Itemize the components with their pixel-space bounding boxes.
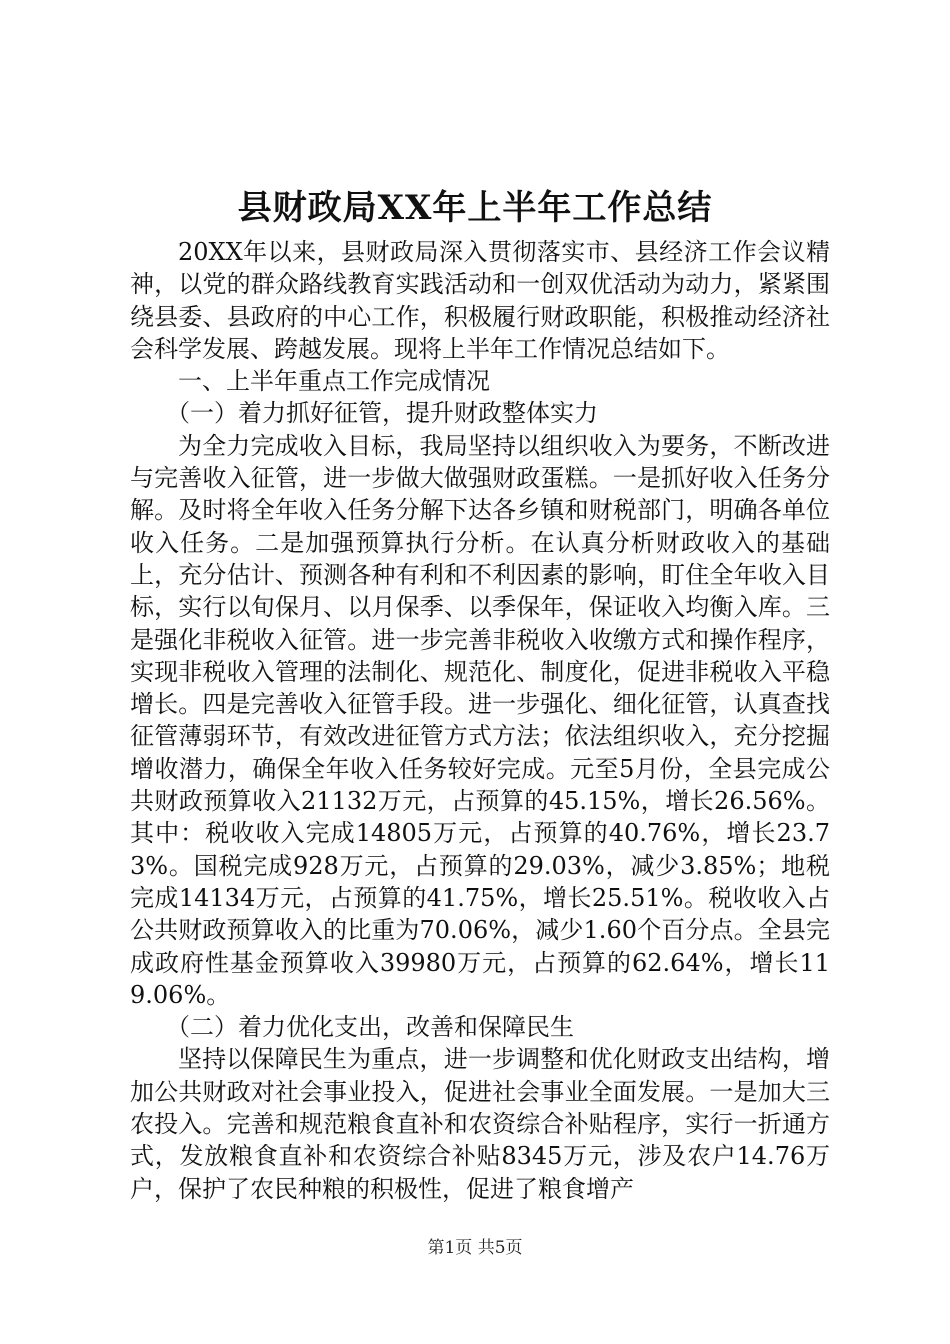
section-heading: 一、上半年重点工作完成情况 [178, 367, 490, 396]
subsection-paragraph-2: 坚持以保障民生为重点，进一步调整和优化财政支出结构，增加公共财政对社会事业投入，促进社会事业全面发展。一是加大三农投入。完善和规范粮食直补和农资综合补贴程序，实行一折通方式，发放粮食直补和农资综合补贴8345万元，涉及农户14.76万户，保护了农民种粮的积极性，促进了粮食增产 [130, 1045, 830, 1203]
document-body [130, 236, 830, 1205]
subsection-heading-2: （二）着力优化支出，改善和保障民生 [166, 1013, 574, 1042]
subsection-paragraph-1: 为全力完成收入目标，我局坚持以组织收入为要务，不断改进与完善收入征管，进一步做大做强财政蛋糕。一是抓好收入任务分解。及时将全年收入任务分解下达各乡镇和财税部门，明确各单位收入任务。二是加强预算执行分析。在认真分析财政收入的基础上，充分估计、预测各种有利和不利因素的影响，盯住全年收入目标，实行以旬保月、以月保季、以季保年，保证收入均衡入库。三是强化非税收入征管。进一步完善非税收入收缴方式和操作程序，实现非税收入管理的法制化、规范化、制度化，促进非税收入平稳增长。四是完善收入征管手段。进一步强化、细化征管，认真查找征管薄弱环节，有效改进征管方式方法；依法组织收入，充分挖掘增收潜力，确保全年收入任务较好完成。元至5月份，全县完成公共财政预算收入21132万元，占预算的45.15%，增长26.56%。其中：税收收入完成14805万元，占预算的40.76%，增长23.73%。国税完成928万元，占预算的29.03%，减少3.85%；地税完成14134万元，占预算的41.75%，增长25.51%。税收收入占公共财政预算收入的比重为70.06%，减少1.60个百分点。全县完成政府性基金预算收入39980万元，占预算的62.64%，增长119.06%。 [130, 431, 830, 1009]
subsection-heading-1: （一）着力抓好征管，提升财政整体实力 [166, 399, 598, 428]
page-footer: 第1页 共5页 [427, 1238, 523, 1258]
document-title: 县财政局XX年上半年工作总结 [237, 188, 713, 228]
intro-paragraph: 20XX年以来，县财政局深入贯彻落实市、县经济工作会议精神，以党的群众路线教育实践活动和一创双优活动为动力，紧紧围绕县委、县政府的中心工作，积极履行财政职能，积极推动经济社会科学发展、跨越发展。现将上半年工作情况总结如下。 [130, 238, 830, 363]
